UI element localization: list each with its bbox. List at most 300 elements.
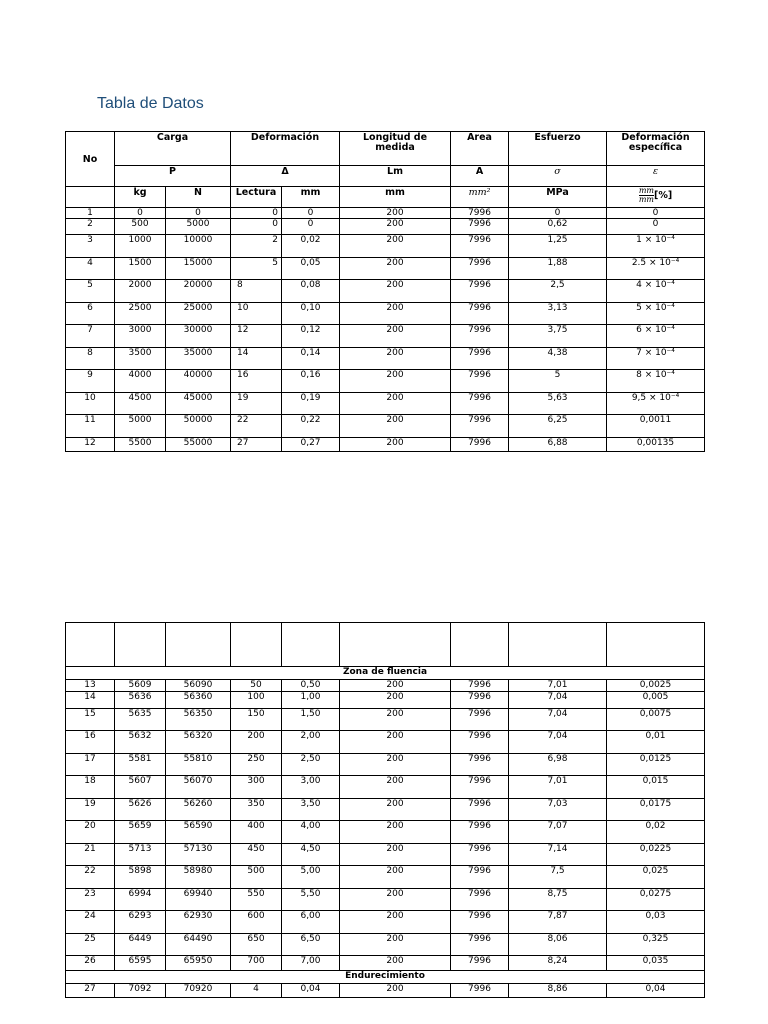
table-row	[66, 956, 705, 971]
table-cell: 13	[66, 680, 115, 692]
table-cell: 0,015	[607, 776, 705, 799]
table-cell: 7996	[451, 370, 509, 393]
table-cell: 200	[340, 911, 451, 934]
table-cell: 56350	[166, 709, 231, 731]
table-cell: 200	[340, 235, 451, 258]
table-cell: 7996	[451, 754, 509, 776]
table-cell: 0,12	[282, 325, 340, 348]
table-cell: 0,14	[282, 348, 340, 370]
table-cell: 7,01	[509, 680, 607, 692]
table-cell: 200	[340, 799, 451, 821]
table-cell: 200	[340, 984, 451, 998]
table-cell: 3,00	[282, 776, 340, 799]
table-cell: 0	[282, 219, 340, 235]
table-cell: 0	[282, 208, 340, 219]
table-cell: 0	[166, 208, 231, 219]
header-mm2: mm²	[451, 187, 509, 208]
table-cell: 0,08	[282, 280, 340, 303]
header-sigma: σ	[509, 166, 607, 187]
table-cell: 5636	[115, 692, 166, 709]
table-cell: 18	[66, 776, 115, 799]
table-cell: 5609	[115, 680, 166, 692]
table-cell: 5635	[115, 709, 166, 731]
table-cell: 200	[340, 348, 451, 370]
table-row	[66, 348, 705, 370]
table-cell: 0,27	[282, 438, 340, 452]
table-cell: 7996	[451, 799, 509, 821]
header-mm: mm	[282, 187, 340, 208]
table-cell: 19	[231, 393, 282, 415]
table-cell: 7996	[451, 866, 509, 889]
table-cell: 16	[231, 370, 282, 393]
page-title: Tabla de Datos	[97, 95, 204, 112]
table-cell: 7996	[451, 984, 509, 998]
table-row	[66, 776, 705, 799]
table-cell: 7996	[451, 235, 509, 258]
table-cell: 200	[340, 889, 451, 911]
table-cell: 6 × 10⁻⁴	[607, 325, 705, 348]
table-cell: 6	[66, 303, 115, 325]
table-cell: 7996	[451, 219, 509, 235]
table-cell: 24	[66, 911, 115, 934]
table-cell: 20	[66, 821, 115, 844]
table-row	[66, 415, 705, 438]
header-lectura: Lectura	[231, 187, 282, 208]
table-cell: 5659	[115, 821, 166, 844]
table-cell: 56260	[166, 799, 231, 821]
header-mpa: MPa	[509, 187, 607, 208]
table-cell: 50	[231, 680, 282, 692]
table-cell: 7996	[451, 258, 509, 280]
table-row	[66, 370, 705, 393]
table-cell: 5898	[115, 866, 166, 889]
table-cell: 7996	[451, 709, 509, 731]
table-cell: 0	[115, 208, 166, 219]
table-cell: 56070	[166, 776, 231, 799]
table-cell: 200	[340, 680, 451, 692]
table-cell: 0,025	[607, 866, 705, 889]
table-cell: 26	[66, 956, 115, 971]
table-cell: 700	[231, 956, 282, 971]
table-cell: 200	[231, 731, 282, 754]
table-cell: 0,22	[282, 415, 340, 438]
table-cell: 62930	[166, 911, 231, 934]
table-row	[66, 709, 705, 731]
table-cell: 56320	[166, 731, 231, 754]
table-cell: 7,04	[509, 731, 607, 754]
table-cell: 8	[66, 348, 115, 370]
table-cell: 200	[340, 219, 451, 235]
table-cell: 8,75	[509, 889, 607, 911]
table-cell: 35000	[166, 348, 231, 370]
table-cell: 55810	[166, 754, 231, 776]
table-row	[66, 438, 705, 452]
table-row	[66, 821, 705, 844]
table-cell: 21	[66, 844, 115, 866]
header-no: No	[66, 132, 115, 187]
table-cell: 4,00	[282, 821, 340, 844]
table-cell: 0	[509, 208, 607, 219]
table-cell: 3,50	[282, 799, 340, 821]
table-cell: 6994	[115, 889, 166, 911]
table-cell: 3,13	[509, 303, 607, 325]
table-cell: 8	[231, 280, 282, 303]
table-cell: 200	[340, 866, 451, 889]
table-cell: 200	[340, 370, 451, 393]
table-cell: 8,86	[509, 984, 607, 998]
table-cell: 15000	[166, 258, 231, 280]
table-cell: 200	[340, 754, 451, 776]
table-cell: 7996	[451, 956, 509, 971]
table-cell: 500	[115, 219, 166, 235]
table-cell: 7092	[115, 984, 166, 998]
table-cell: 7996	[451, 415, 509, 438]
table-cell: 500	[231, 866, 282, 889]
table-cell: 0,325	[607, 934, 705, 956]
table-cell: 0,0225	[607, 844, 705, 866]
table-cell: 4	[231, 984, 282, 998]
table-cell: 5	[231, 258, 282, 280]
table-cell: 7996	[451, 844, 509, 866]
table-cell: 10000	[166, 235, 231, 258]
table-cell: 1	[66, 208, 115, 219]
table-row	[66, 219, 705, 235]
header-deformacion: Deformación	[231, 132, 340, 166]
table-cell: 0,00135	[607, 438, 705, 452]
table-cell: 0,02	[282, 235, 340, 258]
table-cell: 200	[340, 325, 451, 348]
table-cell: 11	[66, 415, 115, 438]
table-cell: 0,16	[282, 370, 340, 393]
table-cell: 0,0011	[607, 415, 705, 438]
header-area: Area	[451, 132, 509, 166]
table-cell: 8,06	[509, 934, 607, 956]
table-cell: 17	[66, 754, 115, 776]
table-row	[66, 393, 705, 415]
table-cell: 2500	[115, 303, 166, 325]
table-cell: 2,00	[282, 731, 340, 754]
table-row	[66, 844, 705, 866]
table-cell: 19	[66, 799, 115, 821]
table-cell: 7,04	[509, 709, 607, 731]
table-cell: 0,0075	[607, 709, 705, 731]
table-cell: 6293	[115, 911, 166, 934]
table-cell: 250	[231, 754, 282, 776]
table-cell: 22	[66, 866, 115, 889]
table-cell: 0,0175	[607, 799, 705, 821]
table-cell: 7996	[451, 208, 509, 219]
table-cell: 200	[340, 709, 451, 731]
table-cell: 69940	[166, 889, 231, 911]
table-cell: 200	[340, 415, 451, 438]
table-cell: 8 × 10⁻⁴	[607, 370, 705, 393]
table-cell: 0,0125	[607, 754, 705, 776]
table-cell: 5713	[115, 844, 166, 866]
table-cell: 40000	[166, 370, 231, 393]
table-row	[66, 934, 705, 956]
table-cell: 1,88	[509, 258, 607, 280]
table-cell: 10	[66, 393, 115, 415]
table-cell: 7996	[451, 393, 509, 415]
table-cell: 55000	[166, 438, 231, 452]
header-n: N	[166, 187, 231, 208]
table-cell: 6595	[115, 956, 166, 971]
table-cell: 6,25	[509, 415, 607, 438]
table-cell: 5,50	[282, 889, 340, 911]
table-row	[66, 866, 705, 889]
table-cell: 14	[231, 348, 282, 370]
table-row	[66, 280, 705, 303]
table-cell: 3000	[115, 325, 166, 348]
header-kg: kg	[115, 187, 166, 208]
table-row	[66, 889, 705, 911]
table-cell: 6,00	[282, 911, 340, 934]
header-empty	[66, 187, 115, 208]
table-cell: 0,19	[282, 393, 340, 415]
table-cell: 7996	[451, 911, 509, 934]
table-row	[66, 303, 705, 325]
table-cell: 550	[231, 889, 282, 911]
table-cell: 7,14	[509, 844, 607, 866]
table-cell: 7996	[451, 889, 509, 911]
header-lm: Lm	[340, 166, 451, 187]
header-a: A	[451, 166, 509, 187]
table-cell: 1500	[115, 258, 166, 280]
table-cell: 2	[231, 235, 282, 258]
table-cell: 0,04	[607, 984, 705, 998]
table-cell: 7,87	[509, 911, 607, 934]
table-cell: 14	[66, 692, 115, 709]
table-cell: 58980	[166, 866, 231, 889]
table-cell: 56360	[166, 692, 231, 709]
table-cell: 7996	[451, 303, 509, 325]
table-cell: 7996	[451, 348, 509, 370]
table-cell: 7,00	[282, 956, 340, 971]
table-cell: 4000	[115, 370, 166, 393]
data-table-1	[65, 131, 705, 452]
table-cell: 0,035	[607, 956, 705, 971]
table-cell: 200	[340, 934, 451, 956]
table-cell: 5607	[115, 776, 166, 799]
table-cell: 0,62	[509, 219, 607, 235]
table-cell: 7996	[451, 680, 509, 692]
table-cell: 200	[340, 692, 451, 709]
table-cell: 0,03	[607, 911, 705, 934]
table-cell: 200	[340, 393, 451, 415]
table-cell: 6,50	[282, 934, 340, 956]
table-cell: 0	[607, 219, 705, 235]
header-longitud: Longitud de medida	[340, 132, 451, 166]
table-row	[66, 325, 705, 348]
header-delta: Δ	[231, 166, 340, 187]
table-cell: 4	[66, 258, 115, 280]
table-row	[66, 731, 705, 754]
table-cell: 200	[340, 956, 451, 971]
mm-per-mm-fraction: $\frac{mm}{mm}$	[638, 186, 654, 204]
table-cell: 16	[66, 731, 115, 754]
table-cell: 4 × 10⁻⁴	[607, 280, 705, 303]
table-cell: 7996	[451, 731, 509, 754]
table-cell: 56090	[166, 680, 231, 692]
table-cell: 3	[66, 235, 115, 258]
table-cell: 5500	[115, 438, 166, 452]
table-cell: 100	[231, 692, 282, 709]
table-cell: 150	[231, 709, 282, 731]
table-cell: 9,5 × 10⁻⁴	[607, 393, 705, 415]
table-cell: 7	[66, 325, 115, 348]
table-cell: 70920	[166, 984, 231, 998]
table-row	[66, 754, 705, 776]
table-cell: 5,00	[282, 866, 340, 889]
table-cell: 20000	[166, 280, 231, 303]
table-cell: 2.5 × 10⁻⁴	[607, 258, 705, 280]
table-cell: 7996	[451, 821, 509, 844]
table-cell: 4500	[115, 393, 166, 415]
table-cell: 45000	[166, 393, 231, 415]
table-cell: 0,04	[282, 984, 340, 998]
table-cell: 23	[66, 889, 115, 911]
table-cell: 7996	[451, 325, 509, 348]
table-cell: 7,01	[509, 776, 607, 799]
table-row	[66, 680, 705, 692]
table-cell: 27	[231, 438, 282, 452]
table-cell: 5581	[115, 754, 166, 776]
table-cell: 0,0275	[607, 889, 705, 911]
table-cell: 4,38	[509, 348, 607, 370]
section-label-fluencia: Zona de fluencia	[66, 667, 705, 680]
table-cell: 15	[66, 709, 115, 731]
table-cell: 450	[231, 844, 282, 866]
table-cell: 7996	[451, 776, 509, 799]
table-cell: 0,50	[282, 680, 340, 692]
table-row	[66, 692, 705, 709]
header-mm-ratio: $\frac{mm}{mm}$ [%]	[607, 187, 705, 208]
table-cell: 7996	[451, 692, 509, 709]
table-cell: 12	[66, 438, 115, 452]
table-row	[66, 258, 705, 280]
table-cell: 0,0025	[607, 680, 705, 692]
table-cell: 56590	[166, 821, 231, 844]
table-cell: 600	[231, 911, 282, 934]
table-cell: 1000	[115, 235, 166, 258]
table-cell: 6,88	[509, 438, 607, 452]
table-row	[66, 984, 705, 998]
empty-header-row	[66, 623, 705, 667]
data-table-2	[65, 622, 705, 998]
table-cell: 1,50	[282, 709, 340, 731]
table-cell: 200	[340, 731, 451, 754]
table-cell: 50000	[166, 415, 231, 438]
table-cell: 5000	[166, 219, 231, 235]
table-cell: 2000	[115, 280, 166, 303]
table-cell: 0	[231, 219, 282, 235]
table-cell: 8,24	[509, 956, 607, 971]
table-cell: 300	[231, 776, 282, 799]
table-cell: 200	[340, 776, 451, 799]
table-cell: 30000	[166, 325, 231, 348]
table-cell: 200	[340, 821, 451, 844]
table-cell: 64490	[166, 934, 231, 956]
table-cell: 5	[66, 280, 115, 303]
table-cell: 25	[66, 934, 115, 956]
table-cell: 25000	[166, 303, 231, 325]
table-cell: 10	[231, 303, 282, 325]
table-cell: 200	[340, 280, 451, 303]
table-cell: 7 × 10⁻⁴	[607, 348, 705, 370]
table-cell: 9	[66, 370, 115, 393]
table-cell: 1 × 10⁻⁴	[607, 235, 705, 258]
header-esfuerzo: Esfuerzo	[509, 132, 607, 166]
table-cell: 650	[231, 934, 282, 956]
table-cell: 2,50	[282, 754, 340, 776]
table-cell: 0,05	[282, 258, 340, 280]
table-cell: 22	[231, 415, 282, 438]
table-cell: 0,02	[607, 821, 705, 844]
table-cell: 5	[509, 370, 607, 393]
table-cell: 7996	[451, 438, 509, 452]
table-cell: 5,63	[509, 393, 607, 415]
header-epsilon: ε	[607, 166, 705, 187]
table-cell: 5626	[115, 799, 166, 821]
table-cell: 6,98	[509, 754, 607, 776]
table-cell: 6449	[115, 934, 166, 956]
table-row	[66, 799, 705, 821]
table-cell: 200	[340, 303, 451, 325]
table-cell: 0	[607, 208, 705, 219]
table-cell: 3500	[115, 348, 166, 370]
table-cell: 7996	[451, 934, 509, 956]
section-label-endurecimiento: Endurecimiento	[66, 971, 705, 984]
table-cell: 400	[231, 821, 282, 844]
table-cell: 2,5	[509, 280, 607, 303]
table-cell: 0	[231, 208, 282, 219]
table-row	[66, 911, 705, 934]
table-cell: 27	[66, 984, 115, 998]
table-cell: 7,5	[509, 866, 607, 889]
table-cell: 2	[66, 219, 115, 235]
table-cell: 0,005	[607, 692, 705, 709]
table-cell: 65950	[166, 956, 231, 971]
table-cell: 7,03	[509, 799, 607, 821]
table-cell: 7,04	[509, 692, 607, 709]
table-cell: 5632	[115, 731, 166, 754]
table-cell: 1,00	[282, 692, 340, 709]
table-cell: 0,01	[607, 731, 705, 754]
table-cell: 5000	[115, 415, 166, 438]
section-row-endurecimiento	[66, 971, 705, 984]
table-row	[66, 235, 705, 258]
table-cell: 3,75	[509, 325, 607, 348]
table-cell: 4,50	[282, 844, 340, 866]
table-cell: 1,25	[509, 235, 607, 258]
table-cell: 350	[231, 799, 282, 821]
table-cell: 200	[340, 844, 451, 866]
header-def-especifica: Deformación específica	[607, 132, 705, 166]
header-mm-lm: mm	[340, 187, 451, 208]
header-p: P	[115, 166, 231, 187]
table-cell: 7996	[451, 280, 509, 303]
header-carga: Carga	[115, 132, 231, 166]
table-cell: 7,07	[509, 821, 607, 844]
table-cell: 0,10	[282, 303, 340, 325]
table-cell: 200	[340, 208, 451, 219]
table-row	[66, 208, 705, 219]
table-cell: 57130	[166, 844, 231, 866]
table-cell: 12	[231, 325, 282, 348]
section-row-fluencia	[66, 667, 705, 680]
table-cell: 200	[340, 258, 451, 280]
table-cell: 5 × 10⁻⁴	[607, 303, 705, 325]
